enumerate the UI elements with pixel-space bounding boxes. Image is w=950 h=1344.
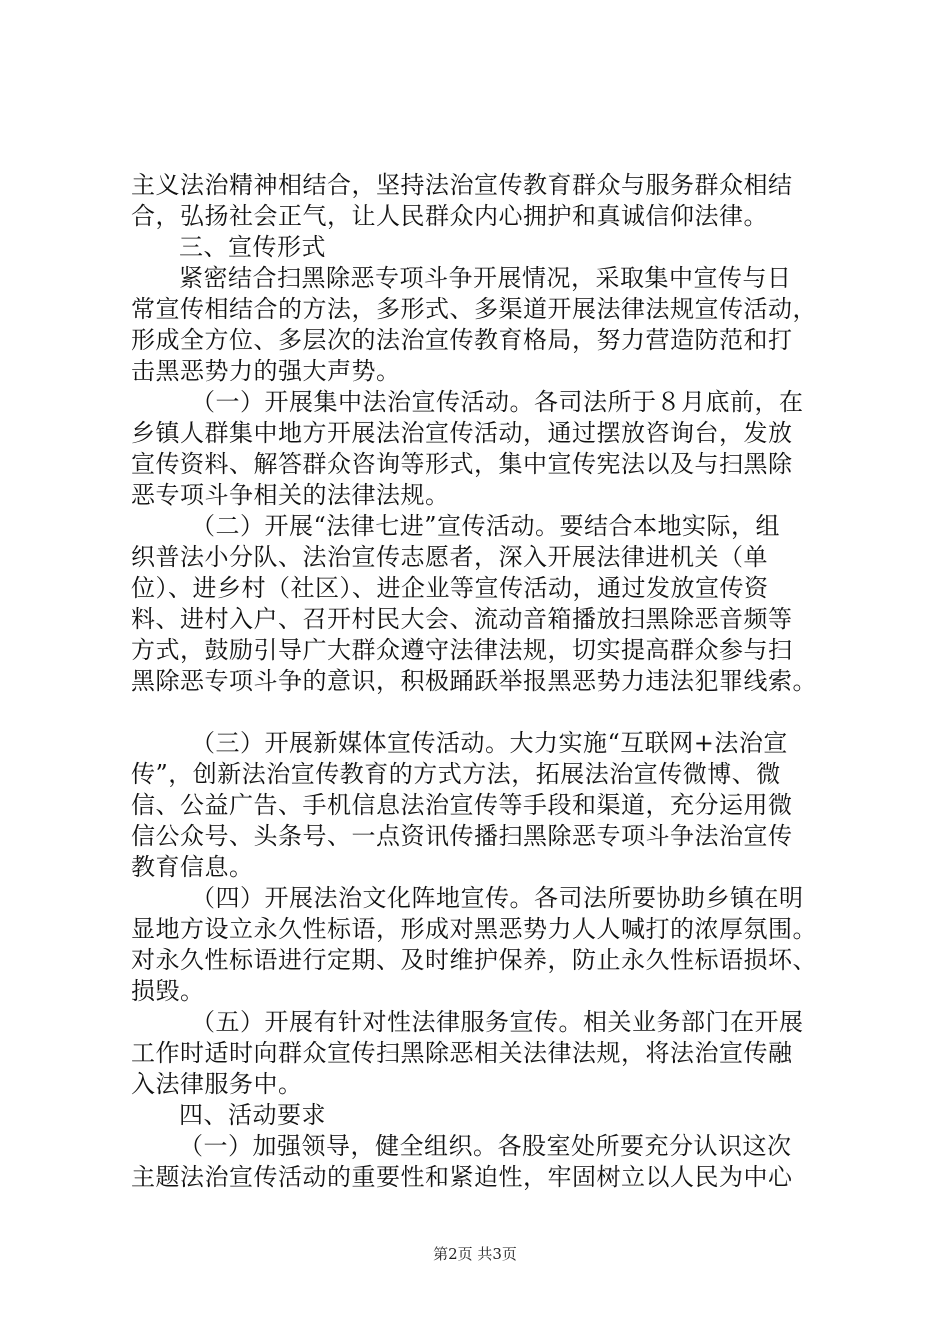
text-line: 常宣传相结合的方法，多形式、多渠道开展法律法规宣传活动， bbox=[131, 295, 817, 323]
text-line: （一）开展集中法治宣传活动。各司法所于８月底前，在 bbox=[191, 388, 804, 416]
text-line: （五）开展有针对性法律服务宣传。相关业务部门在开展 bbox=[191, 1008, 804, 1036]
text-line: 击黑恶势力的强大声势。 bbox=[131, 357, 401, 385]
text-line: 宣传资料、解答群众咨询等形式，集中宣传宪法以及与扫黑除 bbox=[131, 450, 793, 478]
text-line: （二）开展“法律七进”宣传活动。要结合本地实际，组 bbox=[191, 512, 781, 540]
text-line: 传”，创新法治宣传教育的方式方法，拓展法治宣传微博、微 bbox=[131, 760, 781, 788]
text-line: 信、公益广告、手机信息法治宣传等手段和渠道，充分运用微 bbox=[131, 791, 793, 819]
page-footer: 第2页 共3页 bbox=[433, 1245, 517, 1263]
document-body bbox=[131, 170, 851, 1193]
text-line: 恶专项斗争相关的法律法规。 bbox=[131, 481, 450, 509]
text-line: 显地方设立永久性标语，形成对黑恶势力人人喊打的浓厚氛围。 bbox=[131, 915, 817, 943]
text-line: 入法律服务中。 bbox=[131, 1070, 303, 1098]
blank-line bbox=[131, 697, 851, 728]
text-line: （一）加强领导，健全组织。各股室处所要充分认识这次 bbox=[179, 1132, 792, 1160]
text-line: 形成全方位、多层次的法治宣传教育格局，努力营造防范和打 bbox=[131, 326, 793, 354]
text-line: 织普法小分队、法治宣传志愿者，深入开展法律进机关（单 bbox=[131, 543, 768, 571]
text-line: 主义法治精神相结合，坚持法治宣传教育群众与服务群众相结 bbox=[131, 171, 793, 199]
text-line: （三）开展新媒体宣传活动。大力实施“互联网+法治宣 bbox=[191, 729, 788, 757]
text-line: 紧密结合扫黑除恶专项斗争开展情况，采取集中宣传与日 bbox=[179, 264, 792, 292]
text-line: 位）、进乡村（社区）、进企业等宣传活动，通过发放宣传资 bbox=[131, 574, 769, 602]
text-line: 信公众号、头条号、一点资讯传播扫黑除恶专项斗争法治宣传 bbox=[131, 822, 793, 850]
text-line: （四）开展法治文化阵地宣传。各司法所要协助乡镇在明 bbox=[191, 884, 804, 912]
text-line: 教育信息。 bbox=[131, 853, 254, 881]
text-line: 料、进村入户、召开村民大会、流动音箱播放扫黑除恶音频等 bbox=[131, 605, 793, 633]
text-line: 方式，鼓励引导广大群众遵守法律法规，切实提高群众参与扫 bbox=[131, 636, 793, 664]
text-line: 合，弘扬社会正气，让人民群众内心拥护和真诚信仰法律。 bbox=[131, 202, 768, 230]
text-line: 四、活动要求 bbox=[179, 1101, 326, 1129]
text-line: 三、宣传形式 bbox=[179, 233, 326, 261]
text-line: 对永久性标语进行定期、及时维护保养，防止永久性标语损坏、 bbox=[131, 946, 817, 974]
text-line: 损毁。 bbox=[131, 977, 205, 1005]
text-line: 主题法治宣传活动的重要性和紧迫性，牢固树立以人民为中心 bbox=[131, 1163, 793, 1191]
text-line: 工作时适时向群众宣传扫黑除恶相关法律法规，将法治宣传融 bbox=[131, 1039, 793, 1067]
text-line: 乡镇人群集中地方开展法治宣传活动，通过摆放咨询台，发放 bbox=[131, 419, 793, 447]
text-line: 黑除恶专项斗争的意识，积极踊跃举报黑恶势力违法犯罪线索。 bbox=[131, 667, 817, 695]
